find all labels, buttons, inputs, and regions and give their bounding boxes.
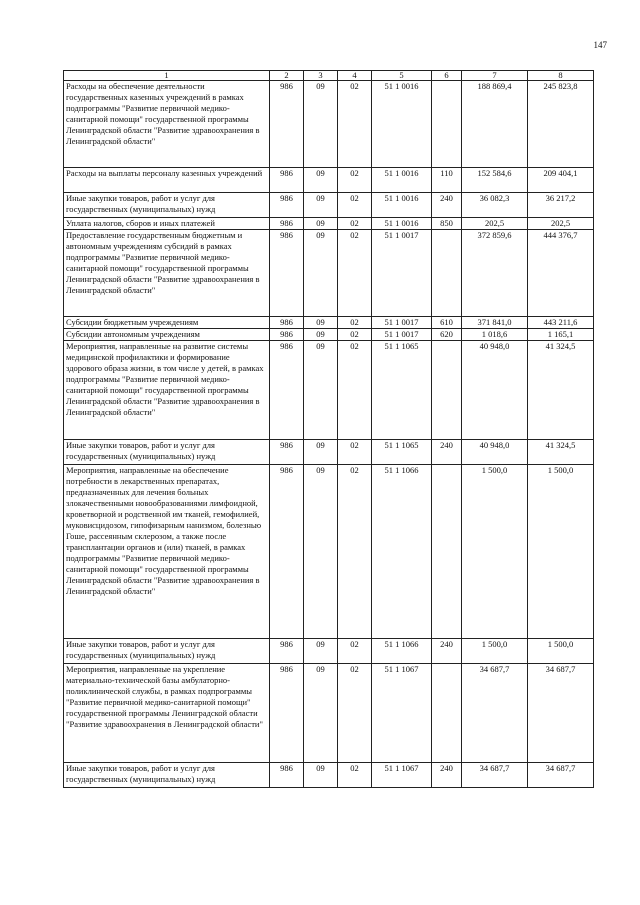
- amount-year1-cell: 40 948,0: [462, 341, 528, 440]
- section-cell: 09: [304, 230, 338, 317]
- grbs-cell: 986: [270, 329, 304, 341]
- table-row: [64, 218, 594, 230]
- section-cell: 09: [304, 341, 338, 440]
- section-cell: 09: [304, 465, 338, 639]
- target-article-cell: 51 1 1065: [372, 440, 432, 465]
- target-article-cell: 51 1 0016: [372, 218, 432, 230]
- amount-year1-cell: 1 500,0: [462, 639, 528, 664]
- expense-type-cell: 850: [432, 218, 462, 230]
- header-row: [64, 71, 594, 81]
- row-name-cell: Иные закупки товаров, работ и услуг для государственных (муниципальных) нужд: [64, 193, 270, 218]
- target-article-cell: 51 1 0016: [372, 193, 432, 218]
- amount-year1-cell: 188 869,4: [462, 81, 528, 168]
- table-row: [64, 639, 594, 664]
- table-row: [64, 763, 594, 788]
- expense-type-cell: [432, 230, 462, 317]
- grbs-cell: 986: [270, 168, 304, 193]
- subsection-cell: 02: [338, 440, 372, 465]
- table-row: [64, 440, 594, 465]
- expense-type-cell: 240: [432, 193, 462, 218]
- column-header: 4: [338, 71, 372, 81]
- section-cell: 09: [304, 218, 338, 230]
- row-name-cell: Уплата налогов, сборов и иных платежей: [64, 218, 270, 230]
- amount-year1-cell: 36 082,3: [462, 193, 528, 218]
- subsection-cell: 02: [338, 341, 372, 440]
- column-header: 7: [462, 71, 528, 81]
- table-row: [64, 230, 594, 317]
- target-article-cell: 51 1 0016: [372, 168, 432, 193]
- table-row: [64, 317, 594, 329]
- column-header: 8: [528, 71, 594, 81]
- amount-year2-cell: 443 211,6: [528, 317, 594, 329]
- row-name-cell: Иные закупки товаров, работ и услуг для государственных (муниципальных) нужд: [64, 763, 270, 788]
- target-article-cell: 51 1 1065: [372, 341, 432, 440]
- amount-year1-cell: 34 687,7: [462, 763, 528, 788]
- expense-type-cell: 610: [432, 317, 462, 329]
- amount-year1-cell: 34 687,7: [462, 664, 528, 763]
- section-cell: 09: [304, 317, 338, 329]
- amount-year2-cell: 202,5: [528, 218, 594, 230]
- amount-year2-cell: 444 376,7: [528, 230, 594, 317]
- amount-year2-cell: 1 500,0: [528, 639, 594, 664]
- target-article-cell: 51 1 0017: [372, 329, 432, 341]
- row-name-cell: Мероприятия, направленные на развитие системы медицинской профилактики и формирование здорового образа жизни, в том числе у детей, в рамках подпрограммы "Развитие первичной медико-санитарной помощи" государственной программы Ленинградской области "Развитие здравоохранения в Ленинградской области": [64, 341, 270, 440]
- expense-type-cell: 240: [432, 639, 462, 664]
- grbs-cell: 986: [270, 639, 304, 664]
- grbs-cell: 986: [270, 193, 304, 218]
- column-header: 6: [432, 71, 462, 81]
- grbs-cell: 986: [270, 81, 304, 168]
- table-body: [64, 71, 594, 788]
- amount-year1-cell: 152 584,6: [462, 168, 528, 193]
- section-cell: 09: [304, 193, 338, 218]
- expense-type-cell: [432, 81, 462, 168]
- amount-year1-cell: 40 948,0: [462, 440, 528, 465]
- grbs-cell: 986: [270, 317, 304, 329]
- column-header: 3: [304, 71, 338, 81]
- amount-year2-cell: 41 324,5: [528, 440, 594, 465]
- subsection-cell: 02: [338, 193, 372, 218]
- table-row: [64, 193, 594, 218]
- grbs-cell: 986: [270, 465, 304, 639]
- target-article-cell: 51 1 1066: [372, 639, 432, 664]
- subsection-cell: 02: [338, 81, 372, 168]
- amount-year2-cell: 41 324,5: [528, 341, 594, 440]
- expense-type-cell: 240: [432, 440, 462, 465]
- expense-type-cell: 240: [432, 763, 462, 788]
- subsection-cell: 02: [338, 465, 372, 639]
- target-article-cell: 51 1 1067: [372, 763, 432, 788]
- row-name-cell: Субсидии бюджетным учреждениям: [64, 317, 270, 329]
- column-header: 1: [64, 71, 270, 81]
- target-article-cell: 51 1 0017: [372, 230, 432, 317]
- budget-table: [63, 70, 594, 788]
- row-name-cell: Расходы на обеспечение деятельности государственных казенных учреждений в рамках подпрограммы "Развитие первичной медико-санитарной помощи" государственной программы Ленинградской области "Развитие здравоохранения в Ленинградской области": [64, 81, 270, 168]
- subsection-cell: 02: [338, 763, 372, 788]
- section-cell: 09: [304, 664, 338, 763]
- expense-type-cell: [432, 664, 462, 763]
- amount-year2-cell: 36 217,2: [528, 193, 594, 218]
- expense-type-cell: 620: [432, 329, 462, 341]
- amount-year2-cell: 1 500,0: [528, 465, 594, 639]
- grbs-cell: 986: [270, 341, 304, 440]
- table-row: [64, 341, 594, 440]
- amount-year2-cell: 209 404,1: [528, 168, 594, 193]
- row-name-cell: Иные закупки товаров, работ и услуг для государственных (муниципальных) нужд: [64, 440, 270, 465]
- amount-year1-cell: 1 018,6: [462, 329, 528, 341]
- subsection-cell: 02: [338, 329, 372, 341]
- section-cell: 09: [304, 81, 338, 168]
- amount-year1-cell: 1 500,0: [462, 465, 528, 639]
- table-row: [64, 329, 594, 341]
- grbs-cell: 986: [270, 440, 304, 465]
- row-name-cell: Мероприятия, направленные на укрепление материально-технической базы амбулаторно-поликлинической службы, в рамках подпрограммы "Развитие первичной медико-санитарной помощи" государственной программы Ленинградской области "Развитие здравоохранения в Ленинградской области": [64, 664, 270, 763]
- subsection-cell: 02: [338, 664, 372, 763]
- table-row: [64, 168, 594, 193]
- row-name-cell: Мероприятия, направленные на обеспечение потребности в лекарственных препаратах, предназначенных для лечения больных злокачественными новообразованиями лимфоидной, кроветворной и родственной им тканей, гемофилией, муковисцидозом, гипофизарным нанизмом, болезнью Гоше, рассеянным склерозом, а также после трансплантации органов и (или) тканей, в рамках подпрограммы "Развитие первичной медико-санитарной помощи" государственной программы Ленинградской области "Развитие здравоохранения в Ленинградской области": [64, 465, 270, 639]
- target-article-cell: 51 1 0017: [372, 317, 432, 329]
- target-article-cell: 51 1 1066: [372, 465, 432, 639]
- expense-type-cell: [432, 465, 462, 639]
- row-name-cell: Субсидии автономным учреждениям: [64, 329, 270, 341]
- grbs-cell: 986: [270, 230, 304, 317]
- amount-year1-cell: 202,5: [462, 218, 528, 230]
- amount-year2-cell: 1 165,1: [528, 329, 594, 341]
- expense-type-cell: [432, 341, 462, 440]
- section-cell: 09: [304, 329, 338, 341]
- target-article-cell: 51 1 1067: [372, 664, 432, 763]
- grbs-cell: 986: [270, 218, 304, 230]
- subsection-cell: 02: [338, 218, 372, 230]
- column-header: 5: [372, 71, 432, 81]
- subsection-cell: 02: [338, 639, 372, 664]
- table-row: [64, 664, 594, 763]
- section-cell: 09: [304, 440, 338, 465]
- amount-year2-cell: 34 687,7: [528, 763, 594, 788]
- section-cell: 09: [304, 168, 338, 193]
- grbs-cell: 986: [270, 763, 304, 788]
- amount-year1-cell: 371 841,0: [462, 317, 528, 329]
- column-header: 2: [270, 71, 304, 81]
- row-name-cell: Расходы на выплаты персоналу казенных учреждений: [64, 168, 270, 193]
- amount-year1-cell: 372 859,6: [462, 230, 528, 317]
- subsection-cell: 02: [338, 230, 372, 317]
- table-row: [64, 465, 594, 639]
- grbs-cell: 986: [270, 664, 304, 763]
- table-row: [64, 81, 594, 168]
- page-number: 147: [593, 40, 607, 50]
- row-name-cell: Предоставление государственным бюджетным и автономным учреждениям субсидий в рамках подпрограммы "Развитие первичной медико-санитарной помощи" государственной программы Ленинградской области "Развитие здравоохранения в Ленинградской области": [64, 230, 270, 317]
- section-cell: 09: [304, 763, 338, 788]
- amount-year2-cell: 245 823,8: [528, 81, 594, 168]
- target-article-cell: 51 1 0016: [372, 81, 432, 168]
- subsection-cell: 02: [338, 317, 372, 329]
- amount-year2-cell: 34 687,7: [528, 664, 594, 763]
- subsection-cell: 02: [338, 168, 372, 193]
- expense-type-cell: 110: [432, 168, 462, 193]
- section-cell: 09: [304, 639, 338, 664]
- row-name-cell: Иные закупки товаров, работ и услуг для государственных (муниципальных) нужд: [64, 639, 270, 664]
